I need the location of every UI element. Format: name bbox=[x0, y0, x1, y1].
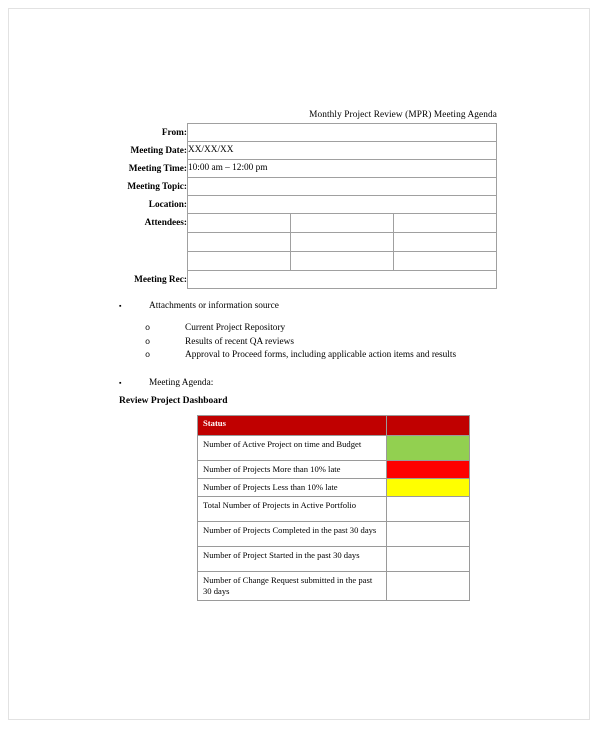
sub-bullet-item bbox=[113, 349, 533, 363]
metric-label: Number of Change Request submitted in the past 30 days bbox=[198, 572, 387, 601]
form-row-meeting-date bbox=[113, 142, 497, 160]
bullet-meeting-agenda bbox=[113, 377, 533, 390]
sub-bullet-item bbox=[113, 336, 533, 350]
form-field-from[interactable] bbox=[188, 124, 497, 142]
attendee-cell[interactable] bbox=[188, 252, 291, 271]
page-title: Monthly Project Review (MPR) Meeting Agenda bbox=[309, 110, 497, 120]
status-swatch-empty[interactable] bbox=[387, 547, 470, 572]
status-swatch-red[interactable] bbox=[387, 461, 470, 479]
status-swatch-empty[interactable] bbox=[387, 572, 470, 601]
form-row-from bbox=[113, 124, 497, 142]
metric-label: Number of Projects More than 10% late bbox=[198, 461, 387, 479]
attendee-cell[interactable] bbox=[394, 252, 497, 271]
attachments-sublist bbox=[113, 322, 533, 363]
attendee-cell[interactable] bbox=[291, 214, 394, 233]
form-label-meeting-date: Meeting Date: bbox=[130, 145, 187, 156]
metric-label: Number of Projects Completed in the past 30 days bbox=[198, 522, 387, 547]
metric-label: Number of Projects Less than 10% late bbox=[198, 479, 387, 497]
form-field-meeting-rec[interactable] bbox=[188, 271, 497, 289]
attendee-cell[interactable] bbox=[394, 233, 497, 252]
sub-bullet-label: Approval to Proceed forms, including applicable action items and results bbox=[185, 350, 457, 360]
meeting-info-body bbox=[113, 124, 497, 289]
project-dashboard-table bbox=[197, 415, 470, 601]
status-swatch-green[interactable] bbox=[387, 436, 470, 461]
form-field-location[interactable] bbox=[188, 196, 497, 214]
form-label-meeting-time: Meeting Time: bbox=[128, 163, 187, 174]
agenda-bullet-list bbox=[113, 300, 533, 399]
table-row bbox=[198, 461, 470, 479]
form-row-location bbox=[113, 196, 497, 214]
status-swatch-empty[interactable] bbox=[387, 497, 470, 522]
circle-bullet-icon: o bbox=[145, 323, 151, 333]
table-row bbox=[198, 479, 470, 497]
status-swatch-yellow[interactable] bbox=[387, 479, 470, 497]
attendee-cell[interactable] bbox=[188, 214, 291, 233]
form-field-meeting-time[interactable]: 10:00 am – 12:00 pm bbox=[188, 160, 497, 178]
form-row-meeting-rec bbox=[113, 271, 497, 289]
form-label-from: From: bbox=[161, 127, 187, 138]
table-row bbox=[198, 572, 470, 601]
table-row bbox=[198, 436, 470, 461]
table-header-row bbox=[198, 416, 470, 436]
header-cell-value bbox=[387, 416, 470, 436]
header-cell-status: Status bbox=[198, 416, 387, 436]
metric-label: Total Number of Projects in Active Portfolio bbox=[198, 497, 387, 522]
form-label-attendees: Attendees: bbox=[144, 218, 187, 228]
form-label-meeting-rec: Meeting Rec: bbox=[134, 274, 187, 285]
table-row bbox=[198, 497, 470, 522]
circle-bullet-icon: o bbox=[145, 350, 151, 360]
attendee-cell[interactable] bbox=[394, 214, 497, 233]
circle-bullet-icon: o bbox=[145, 336, 151, 347]
sub-bullet-label: Results of recent QA reviews bbox=[185, 336, 294, 347]
form-row-attendees-3 bbox=[113, 252, 497, 271]
document-page bbox=[8, 8, 590, 720]
square-bullet-icon: ▪ bbox=[119, 302, 122, 310]
project-dashboard-body bbox=[198, 416, 470, 601]
meeting-info-form bbox=[113, 123, 497, 289]
form-label-meeting-topic: Meeting Topic: bbox=[127, 181, 187, 192]
status-swatch-empty[interactable] bbox=[387, 522, 470, 547]
form-field-meeting-topic[interactable] bbox=[188, 178, 497, 196]
attendee-cell[interactable] bbox=[291, 233, 394, 252]
attendee-cell[interactable] bbox=[291, 252, 394, 271]
square-bullet-icon: ▪ bbox=[119, 378, 122, 387]
metric-label: Number of Project Started in the past 30 days bbox=[198, 547, 387, 572]
form-label-location: Location: bbox=[148, 199, 187, 210]
sub-bullet-label: Current Project Repository bbox=[185, 323, 286, 333]
metric-label: Number of Active Project on time and Budget bbox=[198, 436, 387, 461]
form-label-spacer bbox=[113, 233, 188, 252]
bullet-attachments-label: Attachments or information source bbox=[149, 301, 279, 311]
form-row-attendees-1 bbox=[113, 214, 497, 233]
form-label-spacer bbox=[113, 252, 188, 271]
form-row-attendees-2 bbox=[113, 233, 497, 252]
form-row-meeting-time bbox=[113, 160, 497, 178]
form-field-meeting-date[interactable]: XX/XX/XX bbox=[188, 142, 497, 160]
table-row bbox=[198, 547, 470, 572]
bullet-meeting-agenda-label: Meeting Agenda: bbox=[149, 377, 214, 388]
sub-bullet-item bbox=[113, 322, 533, 336]
form-row-meeting-topic bbox=[113, 178, 497, 196]
bullet-attachments bbox=[113, 300, 533, 313]
dashboard-heading: Review Project Dashboard bbox=[119, 396, 228, 406]
table-row bbox=[198, 522, 470, 547]
attendee-cell[interactable] bbox=[188, 233, 291, 252]
